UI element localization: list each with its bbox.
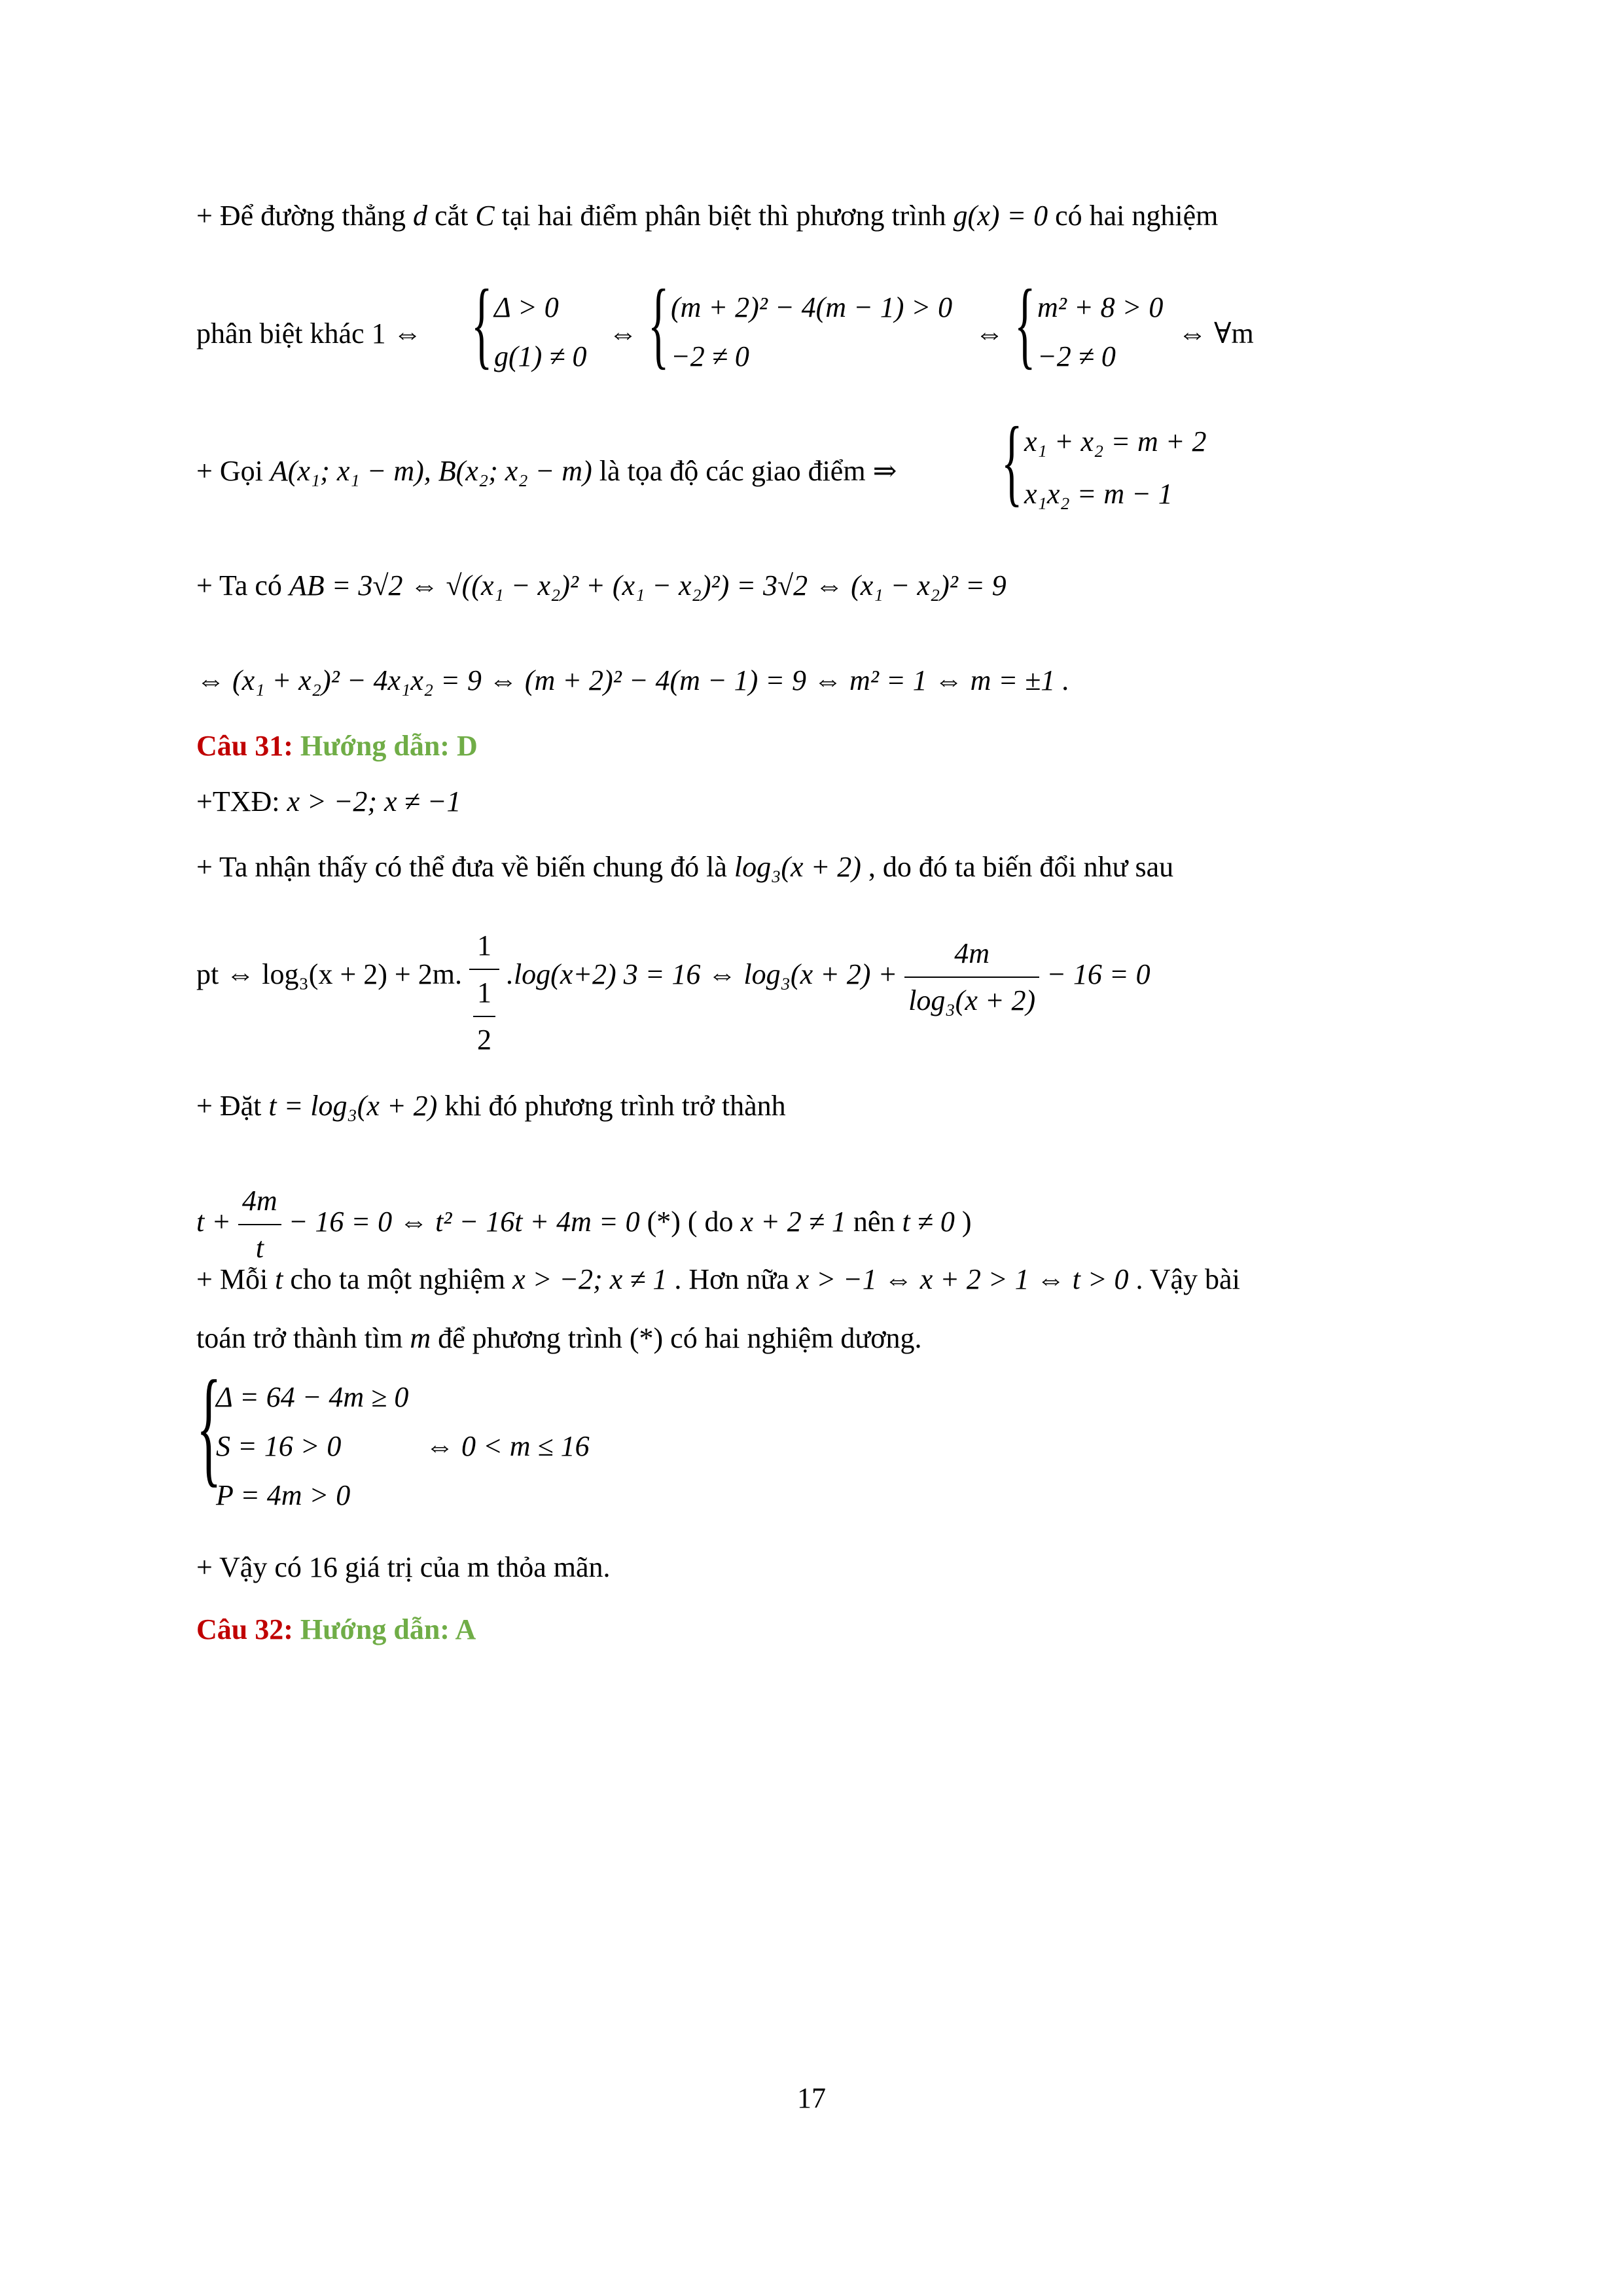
fraction-numerator: 1 [473, 970, 495, 1017]
brace-system-positive-roots: { [196, 1354, 222, 1499]
system-2-line-1: (m + 2)² − 4(m − 1) > 0 [671, 291, 953, 323]
for-all-m: ⇔ ∀m [1178, 317, 1254, 350]
paragraph-quadratic [196, 1178, 971, 1271]
fraction-numerator: 4m [238, 1178, 281, 1225]
question-32-heading [196, 1610, 476, 1649]
text: +TXĐ: [196, 785, 280, 817]
text: tại hai điểm phân biệt thì phương trình [501, 200, 946, 232]
document-page [196, 0, 1440, 2296]
brace-vieta: { [1001, 407, 1023, 516]
text: nên [853, 1206, 895, 1238]
system-result: ⇔ 0 < m ≤ 16 [425, 1430, 590, 1462]
text: khi đó phương trình trở thành [444, 1090, 786, 1122]
math-gx: g(x) = 0 [953, 200, 1048, 232]
fraction-half [473, 970, 495, 1063]
fraction-numerator: 4m [904, 931, 1039, 978]
system-1-line-1: Δ > 0 [494, 291, 559, 323]
math-d: d [413, 200, 427, 232]
text: có hai nghiệm [1055, 200, 1219, 232]
text: + Mỗi [196, 1263, 268, 1295]
paragraph-ab-length [196, 566, 1007, 605]
math-substitution: t = log₃(x + 2) [268, 1090, 438, 1122]
text: ) [961, 1206, 972, 1238]
fraction-4m-over-log [904, 931, 1039, 1024]
fraction-denominator [469, 970, 499, 1063]
math-condition: x > −1 ⇔ x + 2 > 1 ⇔ t > 0 [796, 1263, 1129, 1295]
paragraph-transform [196, 923, 1150, 1063]
page-number: 17 [797, 2082, 826, 2114]
equiv-sign: ⇔ [975, 317, 1004, 350]
question-label: Câu 31: [196, 730, 293, 762]
text: cắt [435, 200, 469, 232]
fraction-denominator: 2 [476, 1024, 491, 1056]
math-domain: x > −2; x ≠ −1 [287, 785, 461, 817]
fraction-denominator: t [255, 1232, 264, 1264]
question-31-heading [196, 726, 478, 766]
system-1-line-2: g(1) ≠ 0 [494, 340, 587, 372]
math-solve: ⇔ (x₁ + x₂)² − 4x₁x₂ = 9 ⇔ (m + 2)² − 4(m − 1) = 9 ⇔ m² = 1 ⇔ m = ±1 . [196, 664, 1070, 696]
math-m: m [410, 1322, 431, 1354]
math-ab: AB = 3√2 ⇔ √((x₁ − x₂)² + (x₁ − x₂)²) = 3√2 ⇔ (x₁ − x₂)² = 9 [289, 569, 1007, 601]
math-condition: x > −2; x ≠ 1 [512, 1263, 668, 1295]
math-condition: x + 2 ≠ 1 [740, 1206, 846, 1238]
text: . Vậy bài [1135, 1263, 1240, 1295]
system-3-line-1: m² + 8 > 0 [1037, 291, 1164, 323]
text: + Ta nhận thấy có thể đưa về biến chung đó là [196, 851, 727, 883]
text: toán trở thành tìm [196, 1322, 403, 1354]
brace-system-1: { [471, 270, 493, 378]
paragraph-common-variable [196, 848, 1173, 887]
math-log-expr: .log(x+2) 3 = 16 ⇔ log₃(x + 2) + [506, 958, 898, 991]
fraction-denominator: log₃(x + 2) [908, 984, 1036, 1016]
math-C: C [475, 200, 495, 232]
math-quadratic: − 16 = 0 ⇔ t² − 16t + 4m = 0 [288, 1206, 640, 1238]
text: . Hơn nữa [674, 1263, 789, 1295]
math-tail: − 16 = 0 [1046, 958, 1150, 991]
paragraph-intersection-condition [196, 196, 1218, 236]
text: + Ta có [196, 569, 282, 601]
equiv-sign: ⇔ [609, 317, 637, 350]
text: , do đó ta biến đổi như sau [868, 851, 1174, 883]
text: + Đặt [196, 1090, 262, 1122]
paragraph-domain [196, 782, 461, 821]
brace-system-3: { [1014, 270, 1036, 378]
question-label: Câu 32: [196, 1613, 293, 1645]
text: + Để đường thẳng [196, 200, 406, 232]
system-discriminant: Δ = 64 − 4m ≥ 0 [216, 1381, 409, 1413]
answer-label: Hướng dẫn: D [300, 730, 478, 762]
math-points: A(x₁; x₁ − m), B(x₂; x₂ − m) [270, 455, 592, 487]
system-product: P = 4m > 0 [216, 1479, 351, 1511]
paragraph-each-t [196, 1260, 1240, 1299]
paragraph-distinct-roots [196, 314, 422, 353]
text: cho ta một nghiệm [290, 1263, 506, 1295]
text: là tọa độ các giao điểm ⇒ [599, 455, 897, 487]
text: phân biệt khác 1 ⇔ [196, 317, 422, 350]
paragraph-solve-m [196, 661, 1069, 700]
count-value: 16 [308, 1551, 338, 1583]
paragraph-conclusion [196, 1548, 611, 1587]
paragraph-problem-becomes [196, 1319, 922, 1358]
fraction-numerator: 1 [469, 923, 499, 970]
system-sum: S = 16 > 0 [216, 1430, 342, 1462]
text: để phương trình (*) có hai nghiệm dương. [438, 1322, 922, 1354]
fraction-one-over-half [469, 923, 499, 1063]
math-log: log₃(x + 2) [734, 851, 861, 883]
system-2-line-2: −2 ≠ 0 [671, 340, 749, 372]
vieta-sum: x₁ + x₂ = m + 2 [1024, 425, 1207, 457]
system-3-line-2: −2 ≠ 0 [1037, 340, 1116, 372]
text: (*) ( do [647, 1206, 734, 1238]
fraction-4m-over-t [238, 1178, 281, 1271]
text: giá trị của m thỏa mãn. [344, 1551, 611, 1583]
text: + Vậy có [196, 1551, 302, 1583]
brace-system-2: { [648, 270, 669, 378]
math-t: t [275, 1263, 283, 1295]
vieta-product: x₁x₂ = m − 1 [1024, 478, 1173, 510]
math-condition-t: t ≠ 0 [902, 1206, 955, 1238]
paragraph-intersection-points [196, 452, 897, 491]
text: + Gọi [196, 455, 263, 487]
paragraph-substitution [196, 1086, 786, 1126]
math-t: t + [196, 1206, 231, 1238]
answer-label: Hướng dẫn: A [300, 1613, 476, 1645]
text: pt ⇔ log₃(x + 2) + 2m. [196, 958, 462, 991]
